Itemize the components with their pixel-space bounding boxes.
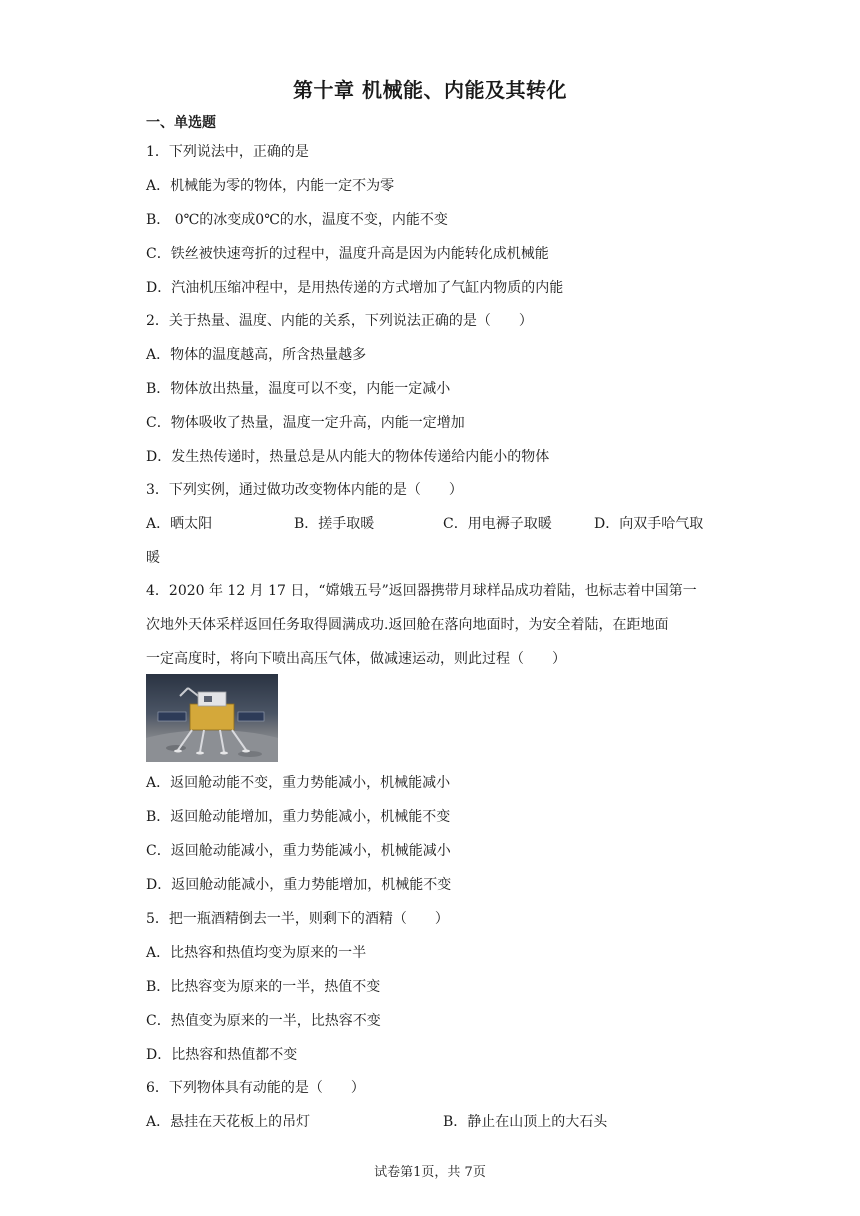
question-2-stem: 2．关于热量、温度、内能的关系，下列说法正确的是（ ） (146, 313, 533, 329)
question-6-stem: 6．下列物体具有动能的是（ ） (146, 1080, 365, 1096)
question-1-option-a: A．机械能为零的物体，内能一定不为零 (146, 178, 395, 194)
question-1-option-c: C．铁丝被快速弯折的过程中，温度升高是因为内能转化成机械能 (146, 246, 549, 262)
question-4-stem-line-3: 一定高度时，将向下喷出高压气体，做减速运动，则此过程（ ） (146, 651, 566, 667)
question-3-option-c: C．用电褥子取暖 (443, 516, 552, 532)
question-5-option-b: B．比热容变为原来的一半，热值不变 (146, 979, 381, 995)
question-6-option-b: B．静止在山顶上的大石头 (443, 1114, 608, 1130)
section-heading: 一、单选题 (146, 115, 216, 131)
question-4-option-a: A．返回舱动能不变，重力势能减小，机械能减小 (146, 775, 451, 791)
lunar-lander-illustration (146, 674, 278, 762)
question-2-option-b: B．物体放出热量，温度可以不变，内能一定减小 (146, 381, 451, 397)
question-3-option-d-continued: 暖 (146, 550, 160, 566)
question-4-stem-line-2: 次地外天体采样返回任务取得圆满成功.返回舱在落向地面时，为安全着陆，在距地面 (146, 617, 669, 633)
question-5-option-c: C．热值变为原来的一半，比热容不变 (146, 1013, 381, 1029)
question-2-option-d: D．发生热传递时，热量总是从内能大的物体传递给内能小的物体 (146, 449, 550, 465)
question-4-option-d: D．返回舱动能减小，重力势能增加，机械能不变 (146, 877, 452, 893)
question-3-stem: 3．下列实例，通过做功改变物体内能的是（ ） (146, 482, 463, 498)
question-6-option-a: A．悬挂在天花板上的吊灯 (146, 1114, 311, 1130)
question-5-option-d: D．比热容和热值都不变 (146, 1047, 298, 1063)
page-footer: 试卷第1页，共 7页 (374, 1165, 486, 1180)
question-4-option-b: B．返回舱动能增加，重力势能减小，机械能不变 (146, 809, 451, 825)
question-5-stem: 5．把一瓶酒精倒去一半，则剩下的酒精（ ） (146, 911, 449, 927)
question-4-option-c: C．返回舱动能减小，重力势能减小，机械能减小 (146, 843, 451, 859)
question-3-option-d: D．向双手哈气取 (594, 516, 704, 532)
question-2-option-a: A．物体的温度越高，所含热量越多 (146, 347, 367, 363)
question-2-option-c: C．物体吸收了热量，温度一定升高，内能一定增加 (146, 415, 465, 431)
question-4-stem-line-1: 4．2020 年 12 月 17 日，“嫦娥五号”返回器携带月球样品成功着陆，也标志着中国第一 (146, 583, 697, 599)
question-3-option-a: A．晒太阳 (146, 516, 213, 532)
question-1-option-d: D．汽油机压缩冲程中，是用热传递的方式增加了气缸内物质的内能 (146, 280, 564, 296)
page-title: 第十章 机械能、内能及其转化 (293, 78, 567, 102)
question-3-option-b: B．搓手取暖 (294, 516, 375, 532)
question-1-stem: 1．下列说法中，正确的是 (146, 144, 309, 160)
question-5-option-a: A．比热容和热值均变为原来的一半 (146, 945, 367, 961)
question-1-option-b: B． 0℃的冰变成0℃的水，温度不变，内能不变 (146, 212, 448, 228)
lunar-lander-image (146, 674, 278, 762)
